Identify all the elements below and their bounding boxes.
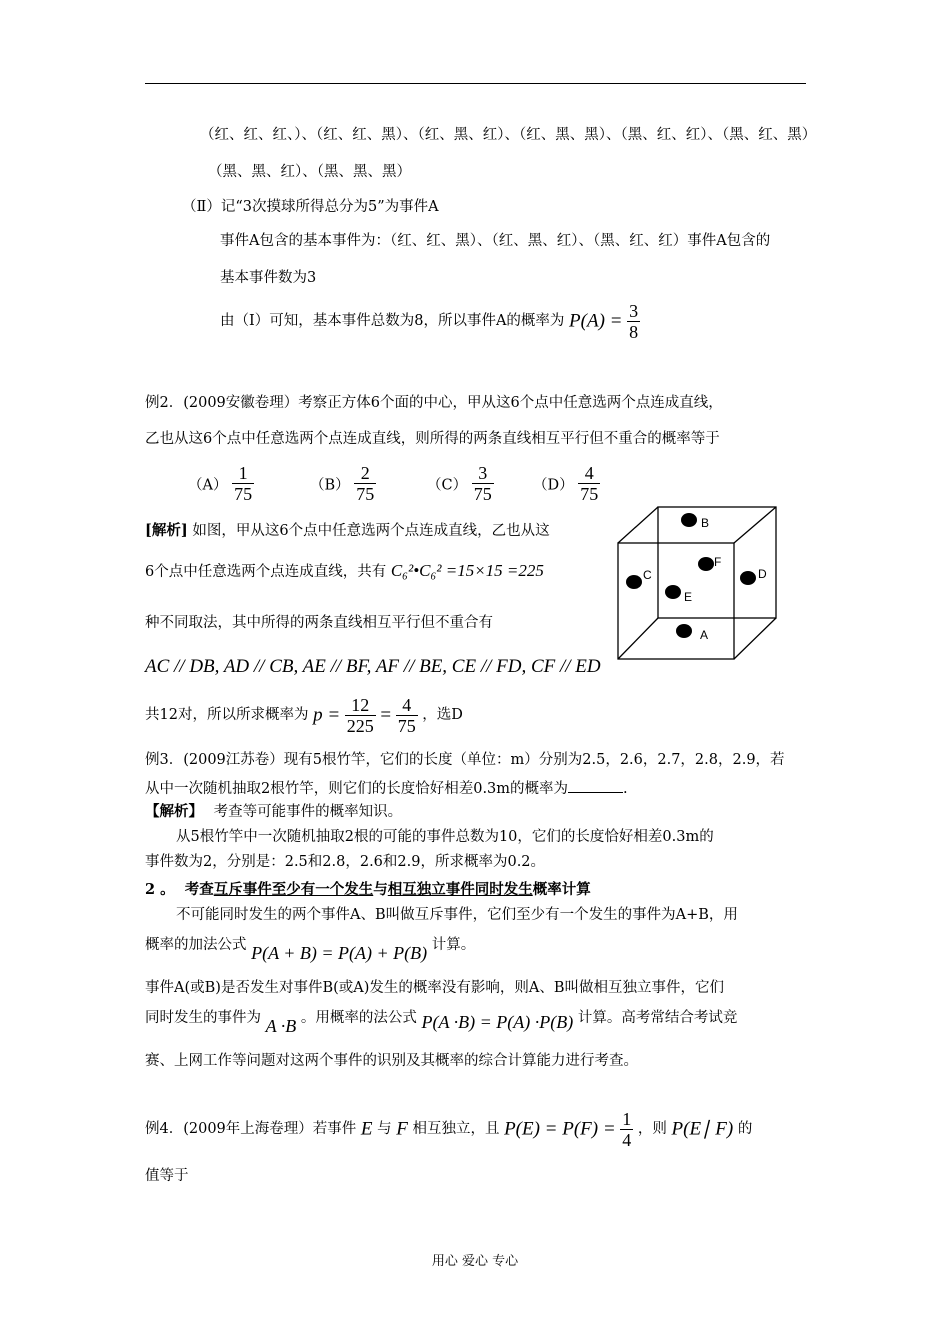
solution-tag: [解析] [145, 522, 188, 539]
option-a: （A） $\frac{1}{75}$ [188, 463, 253, 504]
parallel-pairs: AC // DB, AD // CB, AE // BF, AF // BE, CE // FD, CF // ED [145, 656, 601, 677]
probability-text: 由（I）可知，基本事件总数为8，所以事件A的概率为 [220, 313, 565, 330]
combination-formula: C₆²•C₆² =15×15 =225 [390, 561, 544, 580]
section-2-heading: 2 。 考查互斥事件至少有一个发生与相互独立事件同时发生概率计算 [145, 881, 591, 898]
section-2-para-2c: 赛、上网工作等问题对这两个事件的识别及其概率的综合计算能力进行考查。 [145, 1053, 638, 1069]
option-d: （D） $\frac{4}{75}$ [533, 463, 599, 504]
center-point-a [676, 624, 692, 638]
option-b: （B） $\frac{2}{75}$ [310, 463, 375, 504]
solution-line-4: 共12对，所以所求概率为 p = $\frac{12}{225}$ = $\frac{4}{75}$ ，选D [145, 695, 463, 736]
event-a-count: 基本事件数为3 [220, 270, 317, 286]
section-2-para-1a: 不可能同时发生的两个事件A、B叫做互斥事件，它们至少有一个发生的事件为A+B，用 [176, 907, 738, 923]
example-3-solution-1: 【解析】 考查等可能事件的概率知识。 [145, 803, 403, 820]
page-footer: 用心 爱心 专心 [431, 1254, 519, 1269]
center-point-b [681, 513, 697, 527]
label-c: C [643, 568, 652, 582]
addition-formula: P(A + B) = P(A) + P(B) [251, 943, 428, 963]
center-point-c [626, 575, 642, 589]
outcomes-line-1: （红、红、红、）、（红、红、黑）、（红、黑、红）、（红、黑、黑）、（黑、红、红）、（黑、红、黑） [200, 127, 817, 143]
center-point-e [665, 585, 681, 599]
label-f: F [714, 555, 722, 569]
solution-line-1: [解析] 如图，甲从这6个点中任意选两个点连成直线，乙也从这 [145, 522, 550, 539]
section-2-para-2a: 事件A(或B)是否发生对事件B(或A)发生的概率没有影响，则A、B叫做相互独立事件，它们 [145, 980, 725, 996]
event-a-basic-events: 事件A包含的基本事件为：（红、红、黑）、（红、黑、红）、（黑、红、红）事件A包含的 [220, 233, 771, 249]
label-b: B [701, 516, 710, 530]
solution-line-3: 种不同取法，其中所得的两条直线相互平行但不重合有 [145, 615, 493, 631]
example-3-line-1: 例3．(2009江苏卷）现有5根竹竿，它们的长度（单位：m）分别为2.5，2.6，2.7，2.8，2.9，若 [145, 752, 785, 768]
answer-blank [568, 778, 623, 793]
probability-expression: P(A) = [569, 310, 623, 332]
example-4-line-2: 值等于 [145, 1168, 189, 1184]
example-3-line-2: 从中一次随机抽取2根竹竿，则它们的长度恰好相差0.3m的概率为 . [145, 778, 628, 798]
outcomes-line-2: （黑、黑、红）、（黑、黑、黑） [208, 164, 411, 180]
center-point-d [740, 571, 756, 585]
part-ii-heading: （Ⅱ）记“3次摸球所得总分为5”为事件A [182, 199, 439, 215]
solution-tag: 【解析】 [145, 803, 203, 820]
example-2-line-1: 例2．(2009安徽卷理）考察正方体6个面的中心，甲从这6个点中任意选两个点连成直线， [145, 395, 723, 411]
label-e: E [684, 590, 693, 604]
solution-line-2: 6个点中任意选两个点连成直线，共有 C₆²•C₆² =15×15 =225 [145, 561, 544, 580]
multiplication-formula: P(A ·B) = P(A) ·P(B) [421, 1012, 574, 1032]
probability-fraction: $\frac{3}{8}$ [629, 301, 639, 342]
example-2-line-2: 乙也从这6个点中任意选两个点连成直线，则所得的两条直线相互平行但不重合的概率等于 [145, 431, 720, 447]
example-3-solution-2: 从5根竹竿中一次随机抽取2根的可能的事件总数为10，它们的长度恰好相差0.3m的 [176, 829, 714, 845]
example-3-solution-3: 事件数为2，分别是：2.5和2.8，2.6和2.9，所求概率为0.2。 [145, 854, 546, 870]
probability-line [220, 302, 640, 342]
label-d: D [758, 567, 767, 581]
option-c: （C） $\frac{3}{75}$ [427, 463, 492, 504]
section-2-para-2b: 同时发生的事件为 A ·B 。用概率的法公式 P(A ·B) = P(A) ·P(B) 计算。高考常结合考试竞 [145, 1010, 738, 1036]
section-2-para-1b: 概率的加法公式 P(A + B) = P(A) + P(B) 计算。 [145, 937, 476, 963]
cube-figure [610, 500, 785, 665]
center-point-f [698, 557, 714, 571]
label-a: A [700, 628, 709, 642]
header-rule [145, 83, 806, 84]
example-4-line-1: 例4．(2009年上海卷理）若事件 E 与 F 相互独立，且 P(E) = P(F) = $\frac{1}{4}$ ，则 P(E∣ F) 的 [145, 1109, 753, 1150]
